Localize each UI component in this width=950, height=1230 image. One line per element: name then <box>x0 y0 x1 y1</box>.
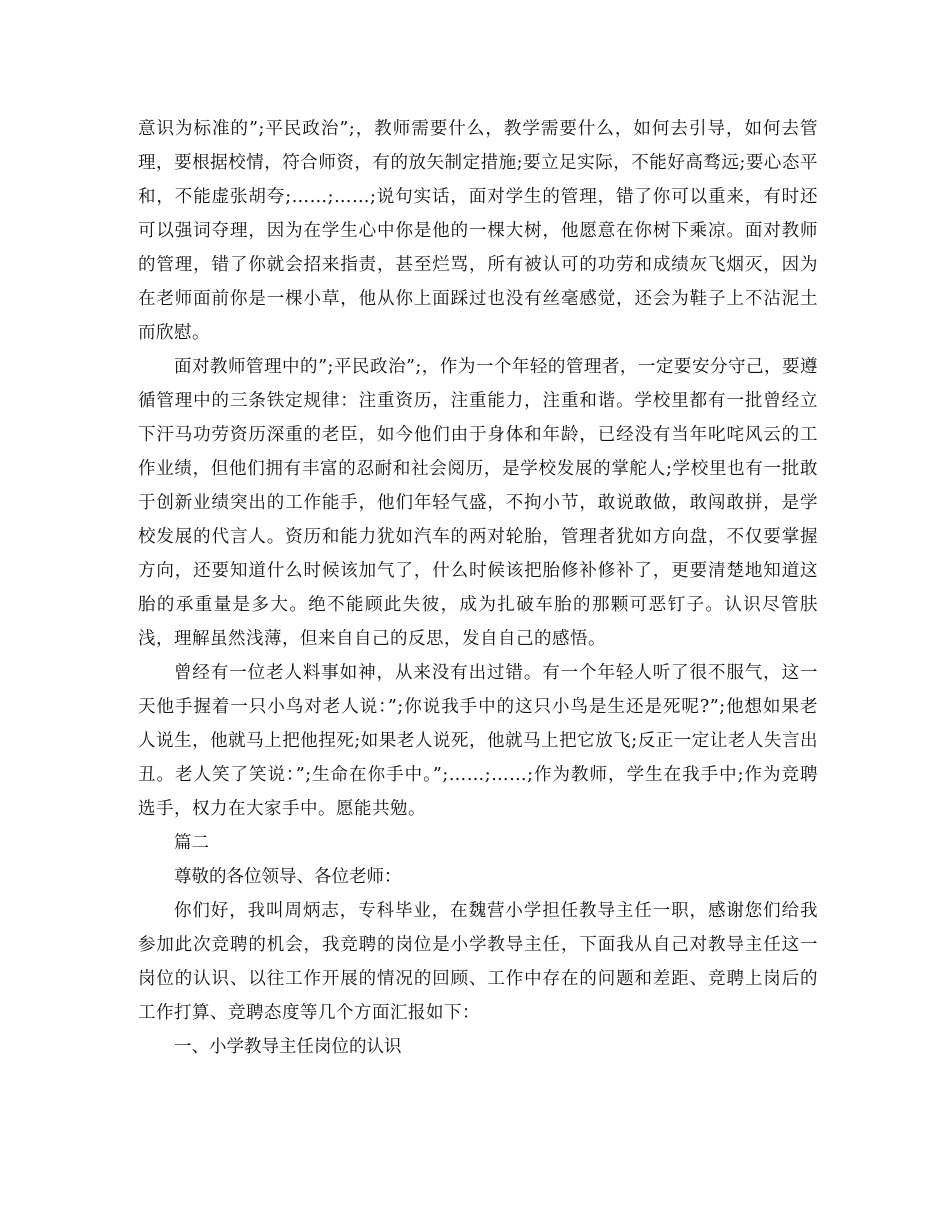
document-body <box>138 112 818 1064</box>
paragraph-continuation: 意识为标准的”;平民政治”;，教师需要什么，教学需要什么，如何去引导，如何去管理，要根据校情，符合师资，有的放矢制定措施;要立足实际，不能好高骛远;要心态平和，不能虚张胡夸;……;……;说句实话，面对学生的管理，错了你可以重来，有时还可以强词夺理，因为在学生心中你是他的一棵大树，他愿意在你树下乘凉。面对教师的管理，错了你就会招来指责，甚至烂骂，所有被认可的功劳和成绩灰飞烟灭，因为在老师面前你是一棵小草，他从你上面踩过也没有丝毫感觉，还会为鞋子上不沾泥土而欣慰。 <box>138 119 818 343</box>
section-heading-role-understanding: 一、小学教导主任岗位的认识 <box>174 1037 402 1057</box>
paragraph-civilian-politics: 面对教师管理中的”;平民政治”;，作为一个年轻的管理者，一定要安分守己，要遵循管理中的三条铁定规律：注重资历，注重能力，注重和谐。学校里都有一批曾经立下汗马功劳资历深重的老臣，如今他们由于身体和年龄，已经没有当年叱咤风云的工作业绩，但他们拥有丰富的忍耐和社会阅历，是学校发展的掌舵人;学校里也有一批敢于创新业绩突出的工作能手，他们年轻气盛，不拘小节，敢说敢做，敢闯敢拼，是学校发展的代言人。资历和能力犹如汽车的两对轮胎，管理者犹如方向盘，不仅要掌握方向，还要知道什么时候该加气了，什么时候该把胎修补修补了，更要清楚地知道这胎的承重量是多大。绝不能顾此失彼，成为扎破车胎的那颗可恶钉子。认识尽管肤浅，理解虽然浅薄，但来自自己的反思，发自自己的感悟。 <box>138 357 818 649</box>
salutation: 尊敬的各位领导、各位老师： <box>174 867 402 887</box>
paragraph-old-man-story: 曾经有一位老人料事如神，从来没有出过错。有一个年轻人听了很不服气，这一天他手握着一只小鸟对老人说：”;你说我手中的这只小鸟是生还是死呢?”;他想如果老人说生，他就马上把他捏死;如果老人说死，他就马上把它放飞;反正一定让老人失言出丑。老人笑了笑说：”;生命在你手中。”;……;……;作为教师，学生在我手中;作为竞聘选手，权力在大家手中。愿能共勉。 <box>138 663 818 819</box>
section-title-part-two: 篇二 <box>174 833 209 853</box>
paragraph-self-introduction: 你们好，我叫周炳志，专科毕业，在魏营小学担任教导主任一职，感谢您们给我参加此次竞聘的机会，我竞聘的岗位是小学教导主任，下面我从自己对教导主任这一岗位的认识、以往工作开展的情况的回顾、工作中存在的问题和差距、竞聘上岗后的工作打算、竞聘态度等几个方面汇报如下： <box>138 901 818 1023</box>
